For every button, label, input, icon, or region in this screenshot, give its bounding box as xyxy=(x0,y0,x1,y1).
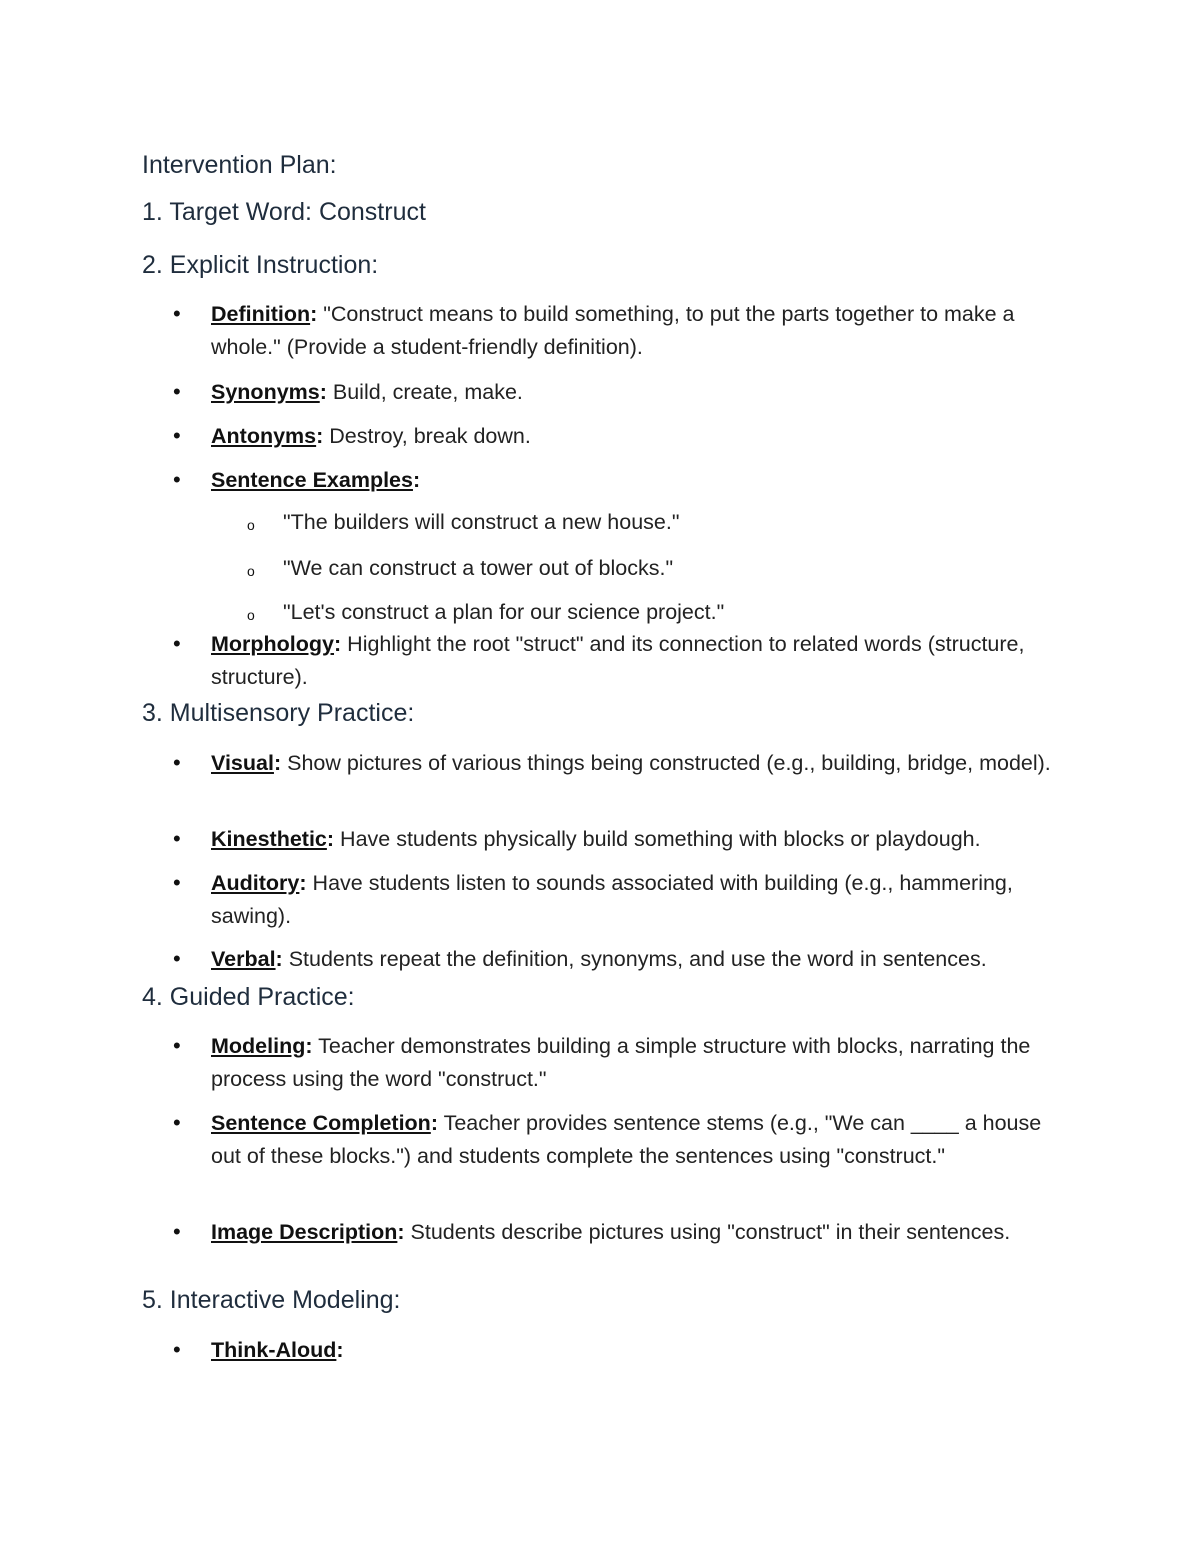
item-text: Highlight the root "struct" and its connection to related words (structure, structure). xyxy=(211,632,1025,689)
item-label: Auditory xyxy=(211,871,300,895)
bullet-icon: • xyxy=(173,870,181,895)
bullet-icon: • xyxy=(173,946,181,971)
section-heading-interactive-modeling: 5. Interactive Modeling: xyxy=(142,1286,401,1314)
item-text: Have students physically build something with blocks or playdough. xyxy=(334,827,981,851)
item-label: Modeling xyxy=(211,1034,306,1058)
list-item-modeling: Modeling: Teacher demonstrates building a simple structure with blocks, narrating the process using the word "construct." xyxy=(211,1034,1031,1091)
bullet-icon: • xyxy=(173,1337,181,1362)
bullet-icon: • xyxy=(173,467,181,492)
list-item-morphology: Morphology: Highlight the root "struct" and its connection to related words (structure, structure). xyxy=(211,632,1025,689)
example-sentence: "The builders will construct a new house." xyxy=(283,510,680,534)
section-heading-target-word: 1. Target Word: Construct xyxy=(142,198,426,226)
item-text: Students repeat the definition, synonyms, and use the word in sentences. xyxy=(282,947,987,971)
item-label: Sentence Completion xyxy=(211,1111,431,1135)
bullet-icon: • xyxy=(173,379,181,404)
sub-bullet-icon: o xyxy=(247,517,255,533)
sub-bullet-icon: o xyxy=(247,563,255,579)
section-heading-multisensory: 3. Multisensory Practice: xyxy=(142,699,415,727)
list-item-think-aloud: Think-Aloud: xyxy=(211,1338,344,1362)
list-item-auditory: Auditory: Have students listen to sounds associated with building (e.g., hammering, sawing). xyxy=(211,871,1013,928)
example-sentence: "Let's construct a plan for our science project." xyxy=(283,600,725,624)
list-item-image-description: Image Description: Students describe pictures using "construct" in their sentences. xyxy=(211,1220,1011,1244)
item-text: Teacher demonstrates building a simple structure with blocks, narrating the process using the word "construct." xyxy=(211,1034,1031,1091)
section-heading-guided-practice: 4. Guided Practice: xyxy=(142,983,355,1011)
item-label: Kinesthetic xyxy=(211,827,327,851)
bullet-icon: • xyxy=(173,631,181,656)
list-item-antonyms: Antonyms: Destroy, break down. xyxy=(211,424,531,448)
item-text: Students describe pictures using "construct" in their sentences. xyxy=(404,1220,1011,1244)
list-item-verbal: Verbal: Students repeat the definition, synonyms, and use the word in sentences. xyxy=(211,947,987,971)
list-item-visual: Visual: Show pictures of various things being constructed (e.g., building, bridge, model). xyxy=(211,751,1051,775)
list-item-sentence-completion: Sentence Completion: Teacher provides sentence stems (e.g., "We can ____ a house out of these blocks.") and students complete the sentences using "construct." xyxy=(211,1111,1042,1168)
example-sentence: "We can construct a tower out of blocks." xyxy=(283,556,674,580)
bullet-icon: • xyxy=(173,826,181,851)
list-item-definition: Definition: "Construct means to build something, to put the parts together to make a whole." (Provide a student-friendly definition). xyxy=(211,302,1015,359)
item-text: Have students listen to sounds associated with building (e.g., hammering, sawing). xyxy=(211,871,1013,928)
item-label: Sentence Examples xyxy=(211,468,413,492)
item-text: Destroy, break down. xyxy=(323,424,531,448)
item-label: Synonyms xyxy=(211,380,320,404)
item-label: Verbal xyxy=(211,947,276,971)
bullet-icon: • xyxy=(173,423,181,448)
item-label: Image Description xyxy=(211,1220,398,1244)
item-label: Visual xyxy=(211,751,274,775)
item-text: Teacher provides sentence stems (e.g., "We can ____ a house out of these blocks.") and students complete the sentences using "construct." xyxy=(211,1111,1042,1168)
item-label: Definition xyxy=(211,302,311,326)
item-label: Morphology xyxy=(211,632,335,656)
bullet-icon: • xyxy=(173,1033,181,1058)
bullet-icon: • xyxy=(173,1219,181,1244)
sub-bullet-icon: o xyxy=(247,607,255,623)
document-title: Intervention Plan: xyxy=(142,151,337,179)
list-item-sentence-examples: Sentence Examples: xyxy=(211,468,421,492)
bullet-icon: • xyxy=(173,301,181,326)
item-label: Think-Aloud xyxy=(211,1338,337,1362)
bullet-icon: • xyxy=(173,750,181,775)
item-text: "Construct means to build something, to put the parts together to make a whole." (Provide a student-friendly definition). xyxy=(211,302,1015,359)
section-heading-explicit-instruction: 2. Explicit Instruction: xyxy=(142,251,379,279)
item-label: Antonyms xyxy=(211,424,317,448)
item-text: Build, create, make. xyxy=(326,380,523,404)
list-item-kinesthetic: Kinesthetic: Have students physically build something with blocks or playdough. xyxy=(211,827,981,851)
item-text: Show pictures of various things being constructed (e.g., building, bridge, model). xyxy=(281,751,1051,775)
bullet-icon: • xyxy=(173,1110,181,1135)
list-item-synonyms: Synonyms: Build, create, make. xyxy=(211,380,523,404)
